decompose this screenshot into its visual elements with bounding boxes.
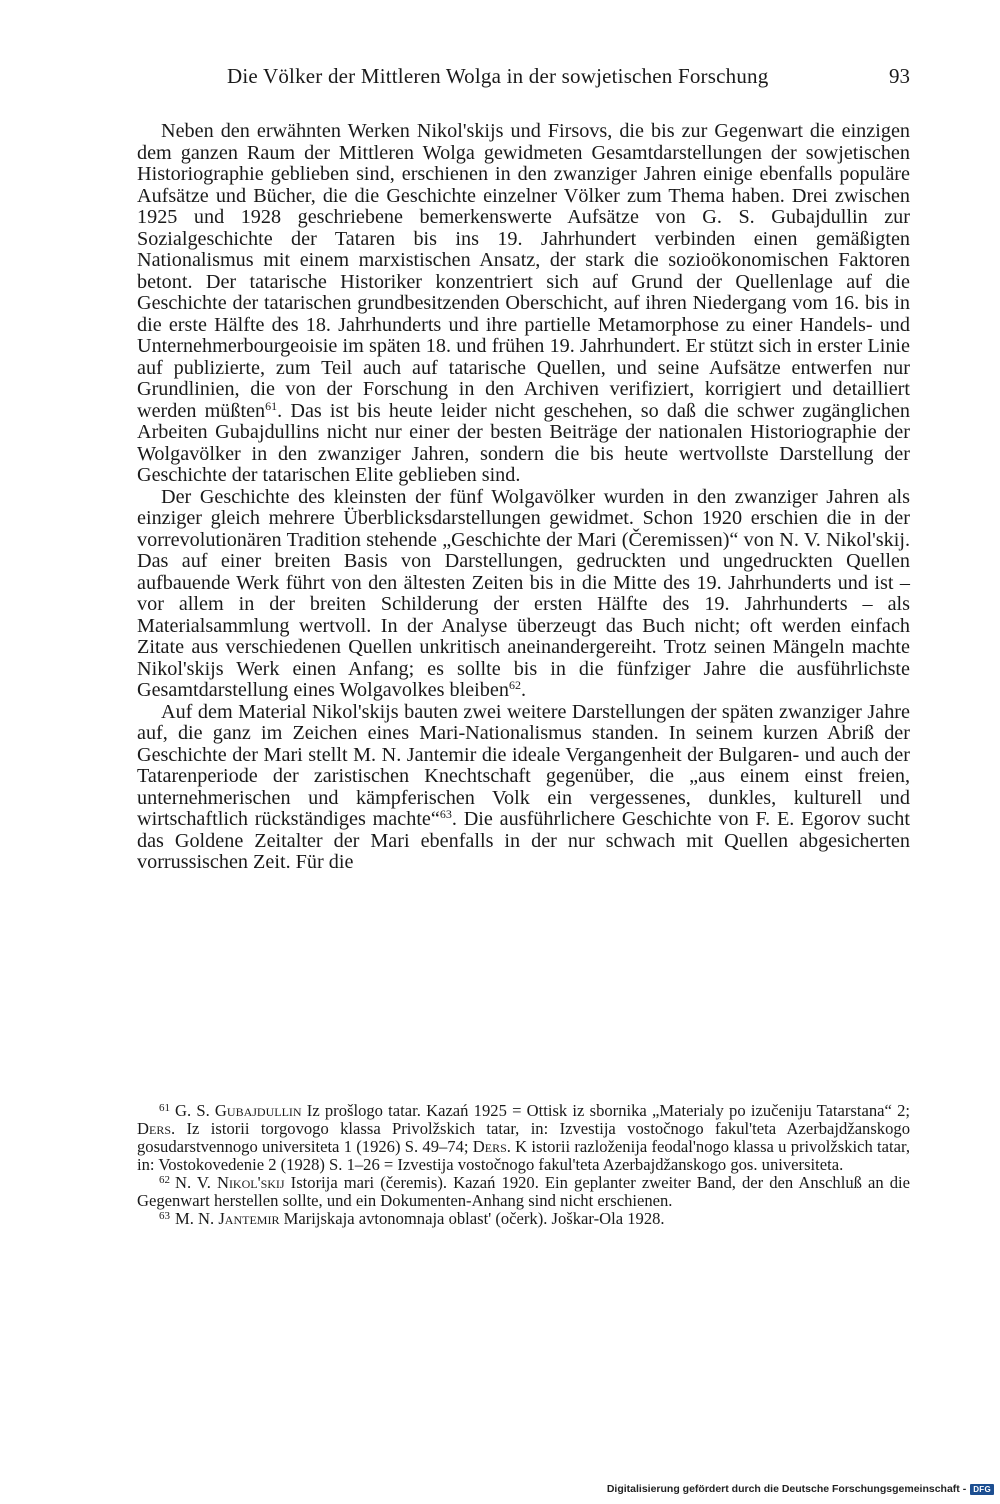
paragraph-1-text: Neben den erwähnten Werken Nikol'skijs und Firsovs, die bis zur Gegenwart die einzigen dem ganzen Raum der Mittleren Wolga gewidmeten Gesamtdarstellungen der sowjetischen Historiographie geblieben sind, erschienen in den zwanziger Jahren einige ebenfalls populäre Aufsätze und Bücher, die die Geschichte einzelner Völker zum Thema haben. Drei zwischen 1925 und 1928 geschriebene bemerkenswerte Aufsätze von G. S. Gubajdullin zur Sozialgeschichte der Tataren bis ins 19. Jahrhundert verbinden einen gemäßigten Nationalismus mit einem marxistischen Ansatz, der stark die sozioökonomischen Faktoren betont. Der tatarische Historiker konzentriert sich auf Grund der Quellenlage auf die Geschichte der tatarischen grundbesitzenden Oberschicht, auf ihren Niedergang vom 16. bis in die erste Hälfte des 18. Jahrhunderts und ihre partielle Metamorphose zu einer Handels- und Unternehmerbourgeoisie im späten 18. und frühen 19. Jahrhundert. Er stützt sich in erster Linie auf publizierte, zum Teil auch auf tatarische Quellen, und seine Aufsätze entwerfen nur Grundlinien, die von der Forschung in den Archiven verifiziert, korrigiert und detailliert werden müßten <box>137 120 910 422</box>
footnote-ref-63[interactable]: 63 <box>439 807 452 821</box>
footnote-text: K istorii razloženija feodal'nogo klassa u privolžskich tatar, in: Vostokovedenie 2 (1928) S. 1–26 = Izvestija vostočnogo fakul'teta Azerbajdžanskogo gos. universiteta. <box>137 1137 910 1174</box>
footnote-author: N. V. Nikol'skij <box>175 1173 285 1192</box>
paragraph-2-text-cont: . <box>520 679 526 701</box>
footnote-text: Iz istorii torgovogo klassa Privolžskich tatar, in: Izvestija vostočnogo fakul'teta Azerbajdžanskogo gosudarstvennogo universiteta 1 (1926) S. 49–74; <box>137 1119 910 1156</box>
running-title: Die Völker der Mittleren Wolga in der sowjetischen Forschung <box>227 64 769 88</box>
footnote-mark: 62 <box>159 1174 170 1186</box>
paragraph-2-text: Der Geschichte des kleinsten der fünf Wolgavölker wurden in den zwanziger Jahren als einziger gleich mehrere Überblicksdarstellungen gewidmet. Schon 1920 erschien die in der vorrevolutionären Tradition stehende „Geschichte der Mari (Čeremissen)“ von N. V. Nikol'skij. Das auf einer breiten Basis von Darstellungen, gedruckten und ungedruckten Quellen aufbauende Werk führt von den ältesten Zeiten bis in die Mitte des 19. Jahrhunderts und ist – vor allem in der breiten Schilderung der ersten Hälfte des 19. Jahrhunderts – als Materialsammlung wertvoll. In der Analyse überzeugt das Buch nicht; oft werden einfach Zitate aus verschiedenen Quellen unkritisch aneinandergereiht. Trotz seinen Mängeln machte Nikol'skijs Werk einen Anfang; es sollte bis in die fünfziger Jahre die ausführlichste Gesamtdarstellung eines Wolgavolkes bleiben <box>137 485 910 701</box>
paragraph-2 <box>137 487 910 702</box>
footnote-text: Istorija mari (čeremis). Kazań 1920. Ein geplanter zweiter Band, der den Anschluß an die Gegenwart herstellen sollte, und ein Dokumenten-Anhang sind nicht erschienen. <box>137 1173 911 1210</box>
footnote-mark: 63 <box>159 1210 170 1222</box>
footnote-mark: 61 <box>159 1102 170 1114</box>
footnote-ref-61[interactable]: 61 <box>265 398 278 413</box>
footnote-text: Marijskaja avtonomnaja oblast' (očerk). Joškar-Ola 1928. <box>279 1209 665 1228</box>
page-number: 93 <box>889 64 910 88</box>
digitization-notice <box>607 1483 994 1495</box>
paragraph-1 <box>137 121 910 487</box>
footnote-author: Ders. <box>472 1137 511 1156</box>
dfg-logo: DFG <box>970 1484 994 1495</box>
paragraph-3-text-cont: . Die ausführlichere Geschichte von F. E. Egorov sucht das Goldene Zeitalter der Mari ebenfalls in der nur schwach mit Quellen abgesicherten vorrussischen Zeit. Für die <box>137 808 910 873</box>
footnote-author: M. N. Jantemir <box>175 1209 280 1228</box>
digitization-notice-text: Digitalisierung gefördert durch die Deutsche Forschungsgemeinschaft - <box>606 1483 967 1495</box>
paragraph-3 <box>137 702 910 874</box>
footnote-ref-62[interactable]: 62 <box>508 678 521 692</box>
paragraph-3-text: Auf dem Material Nikol'skijs bauten zwei weitere Darstellungen der späten zwanziger Jahre auf, die ganz im Zeichen eines Mari-Nationalismus standen. In seinem kurzen Abriß der Geschichte der Mari stellt M. N. Jantemir die ideale Vergangenheit der Bulgaren- und auch der Tatarenperiode der zaristischen Knechtschaft gegenüber, die „aus einem einst freien, unternehmerischen und kämpferischen Volk ein vergessenes, dunkles, kulturell und wirtschaftlich rückständiges machte“ <box>137 700 910 830</box>
footnote-author: Ders. <box>137 1119 176 1138</box>
footnote-text: Iz prošlogo tatar. Kazań 1925 = Ottisk iz sbornika „Materialy po izučeniju Tatarstana“ 2; <box>301 1101 910 1120</box>
footnote-61 <box>137 1102 910 1174</box>
body-text <box>137 121 910 874</box>
paragraph-1-text-cont: . Das ist bis heute leider nicht geschehen, so daß die schwer zugänglichen Arbeiten Gubajdullins nicht nur einer der besten Beiträge der nationalen Historiographie der Wolgavölker in den zwanziger Jahren, sondern die bis heute wertvollste Darstellung der Geschichte der tatarischen Elite geblieben sind. <box>137 399 910 486</box>
footnote-63 <box>137 1210 910 1228</box>
page-header <box>137 64 910 98</box>
footnote-62 <box>137 1174 910 1210</box>
footnotes <box>137 1102 910 1228</box>
footnote-author: G. S. Gubajdullin <box>175 1101 302 1120</box>
